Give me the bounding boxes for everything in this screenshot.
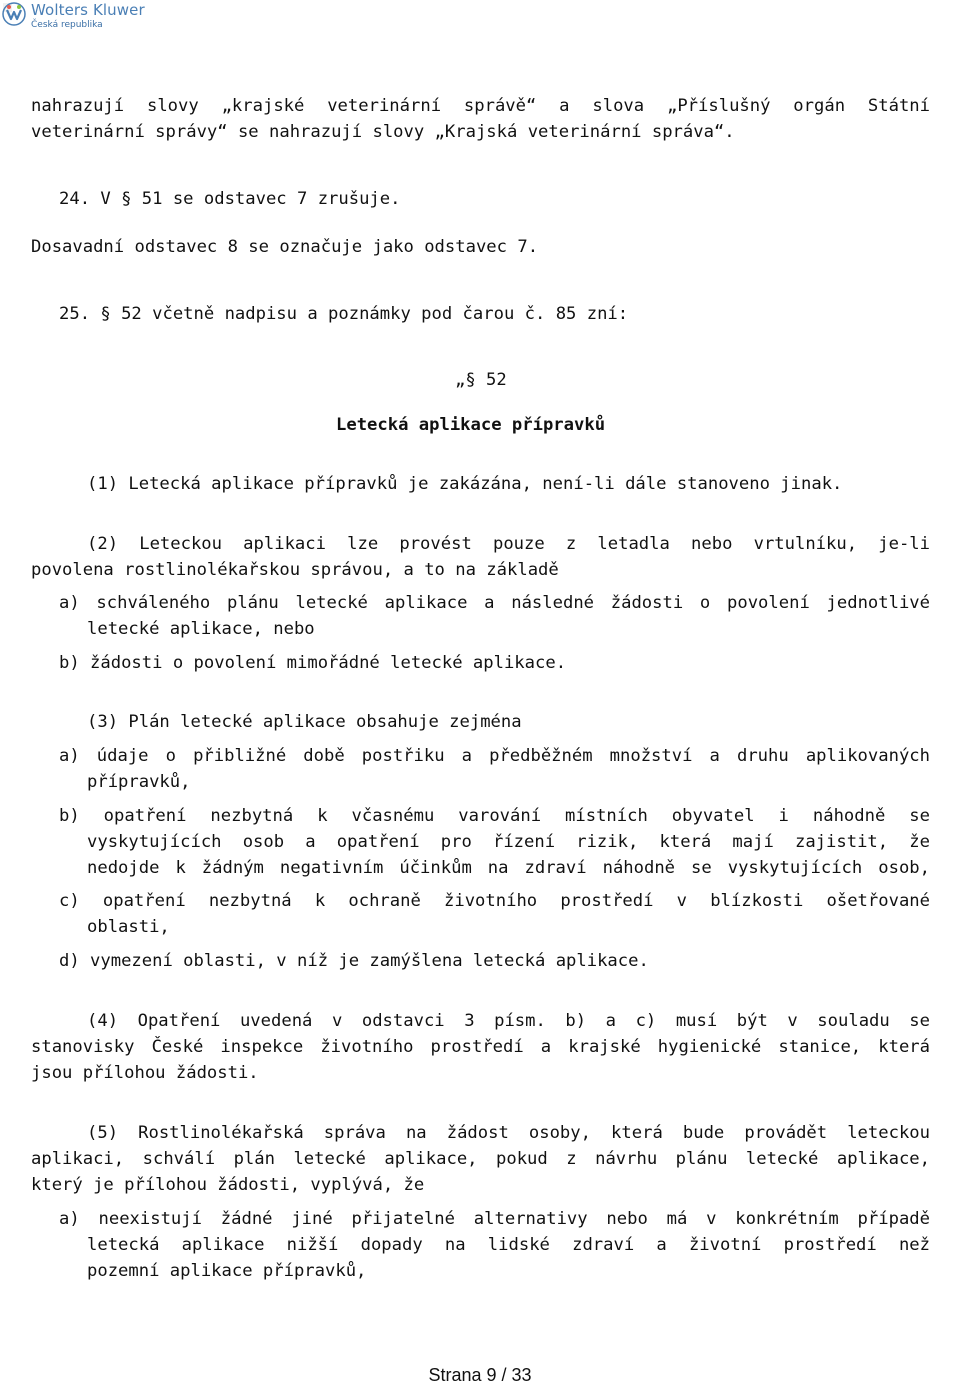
paragraph-1: (1) Letecká aplikace přípravků je zakázána, není-li dále stanoveno jinak. — [87, 474, 843, 494]
section-number: „§ 52 — [455, 370, 507, 390]
logo-subtitle: Česká republika — [31, 20, 103, 30]
list-item-c: c) opatření nezbytná k ochraně životního prostředí v blízkosti ošetřované — [59, 891, 930, 911]
text-line: Dosavadní odstavec 8 se označuje jako odstavec 7. — [31, 237, 539, 257]
text-line: stanovisky České inspekce životního prostředí a krajské hygienické stanice, která — [31, 1037, 930, 1057]
text-line: který je přílohou žádosti, vyplývá, že — [31, 1175, 425, 1195]
list-item-a: a) schváleného plánu letecké aplikace a následné žádosti o povolení jednotlivé — [59, 593, 930, 613]
text-line: nahrazují slovy „krajské veterinární správě“ a slova „Příslušný orgán Státní — [31, 96, 930, 116]
section-title: Letecká aplikace přípravků — [336, 415, 606, 435]
text-line: přípravků, — [87, 772, 191, 792]
paragraph-5: (5) Rostlinolékařská správa na žádost osoby, která bude provádět leteckou — [87, 1123, 930, 1143]
paragraph-4: (4) Opatření uvedená v odstavci 3 písm. b) a c) musí být v souladu se — [87, 1011, 930, 1031]
list-item-a: a) neexistují žádné jiné přijatelné alternativy nebo má v konkrétním případě — [59, 1209, 930, 1229]
page-number: Strana 9 / 33 — [428, 1365, 532, 1385]
text-line: letecké aplikace, nebo — [87, 619, 315, 639]
logo-name: Wolters Kluwer — [31, 1, 145, 19]
list-item-d: d) vymezení oblasti, v níž je zamýšlena letecká aplikace. — [59, 951, 649, 971]
paragraph-2: (2) Leteckou aplikaci lze provést pouze z letadla nebo vrtulníku, je-li — [87, 534, 930, 554]
amendment-point-25: 25. § 52 včetně nadpisu a poznámky pod čarou č. 85 zní: — [59, 304, 629, 324]
text-line: aplikaci, schválí plán letecké aplikace, pokud z návrhu plánu letecké aplikace, — [31, 1149, 930, 1169]
list-item-b: b) žádosti o povolení mimořádné letecké aplikace. — [59, 653, 567, 673]
text-line: letecká aplikace nižší dopady na lidské zdraví a životní prostředí než — [87, 1235, 930, 1255]
list-item-a: a) údaje o přibližné době postřiku a předběžném množství a druhu aplikovaných — [59, 746, 930, 766]
text-line: jsou přílohou žádosti. — [31, 1063, 259, 1083]
list-item-b: b) opatření nezbytná k včasnému varování místních obyvatel i náhodně se — [59, 806, 930, 826]
text-line: povolena rostlinolékařskou správou, a to na základě — [31, 560, 559, 580]
text-line: veterinární správy“ se nahrazují slovy „Krajská veterinární správa“. — [31, 122, 735, 142]
amendment-point-24: 24. V § 51 se odstavec 7 zrušuje. — [59, 189, 401, 209]
text-line: pozemní aplikace přípravků, — [87, 1261, 367, 1281]
text-line: oblasti, — [87, 917, 170, 937]
text-line: nedojde k žádným negativním účinkům na zdraví náhodně se vyskytujících osob, — [87, 858, 930, 878]
text-line: vyskytujících osob a opatření pro řízení rizik, která mají zajistit, že — [87, 832, 930, 852]
paragraph-3: (3) Plán letecké aplikace obsahuje zejména — [87, 712, 522, 732]
